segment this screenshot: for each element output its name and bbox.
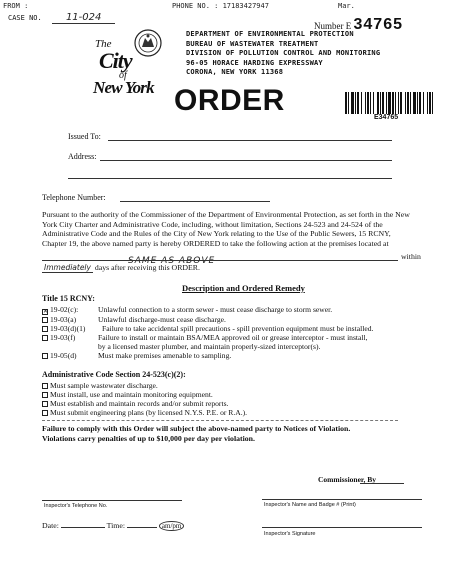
- telephone-label: Telephone Number:: [42, 193, 106, 202]
- barcode-bar: [370, 92, 371, 114]
- document-title: ORDER: [174, 84, 285, 117]
- date-field[interactable]: [61, 527, 105, 528]
- checkbox[interactable]: [42, 317, 48, 323]
- case-no-label: CASE NO.: [8, 14, 42, 22]
- address-field[interactable]: [100, 160, 392, 161]
- barcode-bar: [361, 92, 362, 114]
- issued-to-field[interactable]: [108, 140, 392, 141]
- barcode-bar: [405, 92, 406, 114]
- fax-from: FROM :: [3, 2, 29, 10]
- authority-line: Pursuant to the authority of the Commissioner of the Department of Environmental Protection, as set forth in the New: [42, 210, 410, 219]
- agency-block: [186, 30, 380, 78]
- authority-line: Administrative Code and the Rules of the City of New York relating to the Use of the Public Sewers, 15 RCNY,: [42, 229, 391, 239]
- title15-item[interactable]: [42, 324, 373, 333]
- title15-item[interactable]: [42, 305, 373, 315]
- admin-item-text: Must establish and maintain records and/or submit reports.: [50, 399, 229, 408]
- date-time-row: [42, 521, 184, 530]
- title15-item[interactable]: [42, 315, 373, 324]
- within-label: within: [401, 252, 421, 261]
- barcode-bar: [388, 92, 391, 114]
- date-label: Date:: [42, 521, 59, 530]
- section-title: Description and Ordered Remedy: [182, 283, 305, 293]
- commissioner-field[interactable]: [360, 483, 404, 484]
- inspector-signature-label: Inspector's Signature: [264, 531, 316, 537]
- warning-block: [42, 424, 350, 444]
- premises-field[interactable]: [42, 260, 398, 261]
- barcode-bar: [398, 92, 399, 114]
- agency-line: DEPARTMENT OF ENVIRONMENTAL PROTECTION: [186, 30, 354, 38]
- inspector-phone-label: Inspector's Telephone No.: [44, 503, 108, 509]
- barcode-label: E34765: [374, 114, 399, 121]
- barcode-bar: [380, 92, 381, 114]
- address-field-line2[interactable]: [68, 178, 392, 179]
- checkbox[interactable]: [42, 392, 48, 398]
- item-code: 19-02(c):: [50, 305, 79, 314]
- checkbox[interactable]: [42, 401, 48, 407]
- barcode-bar: [348, 92, 349, 114]
- premises-value: SAME AS ABOVE: [128, 256, 216, 266]
- barcode-bar: [367, 92, 369, 114]
- admin-item-text: Must sample wastewater discharge.: [50, 381, 158, 390]
- title15-item[interactable]: [42, 333, 373, 342]
- barcode-bar: [351, 92, 354, 114]
- admin-item[interactable]: [42, 408, 247, 417]
- issued-to-label: Issued To:: [68, 132, 101, 141]
- barcode-bar: [419, 92, 421, 114]
- address-label: Address:: [68, 152, 97, 161]
- item-code: 19-05(d): [50, 351, 77, 360]
- barcode-bar: [357, 92, 359, 114]
- checkbox[interactable]: [42, 353, 48, 359]
- telephone-field[interactable]: [120, 201, 270, 202]
- item-text: Must make premises amenable to sampling.: [98, 351, 232, 360]
- inspector-signature-field[interactable]: [262, 527, 422, 528]
- order-number-label: Number E: [314, 21, 352, 31]
- warning-line: Failure to comply with this Order will subject the above-named party to Notices of Violation.: [42, 424, 351, 433]
- item-code: 19-03(f): [50, 333, 76, 342]
- barcode-bar: [392, 92, 394, 114]
- case-no-value: 11-024: [52, 12, 115, 24]
- item-text: Unlawful discharge-must cease discharge.: [98, 315, 226, 324]
- checkbox[interactable]: [42, 335, 48, 341]
- barcode-bar: [377, 92, 379, 114]
- agency-line: BUREAU OF WASTEWATER TREATMENT: [186, 39, 319, 48]
- barcode-bar: [410, 92, 411, 114]
- logo-new-york: New York: [93, 78, 154, 97]
- fax-phone: PHONE NO. : 17183427947: [172, 2, 269, 10]
- warning-line: Violations carry penalties of up to $10,000 per day per violation.: [42, 434, 255, 443]
- order-number-value: 34765: [353, 16, 403, 33]
- agency-line: CORONA, NEW YORK 11368: [186, 68, 284, 76]
- barcode-bar: [386, 92, 387, 114]
- title15-list: [42, 305, 373, 360]
- item-text: Unlawful connection to a storm sewer - must cease discharge to storm sewer.: [98, 305, 333, 314]
- admin-code-heading: Administrative Code Section 24-523(c)(2):: [42, 370, 186, 379]
- barcode-bar: [345, 92, 347, 114]
- barcode-bar: [365, 92, 366, 114]
- barcode-bar: [407, 92, 409, 114]
- barcode-bar: [400, 92, 402, 114]
- item-text: Failure to take accidental spill precautions - spill prevention equipment must be installed.: [102, 324, 374, 333]
- barcode-bar: [429, 92, 431, 114]
- divider: [42, 420, 398, 421]
- commissioner-label: Commissioner, By: [318, 475, 377, 484]
- item-text: Failure to install or maintain BSA/MEA approved oil or grease interceptor - must install,: [98, 333, 368, 342]
- authority-line: Chapter 19, the above named party is hereby ORDERED to take the following action at the premises located at: [42, 238, 389, 248]
- item-code: 19-03(d)(1): [50, 324, 86, 333]
- title15-heading: Title 15 RCNY:: [42, 294, 95, 303]
- barcode-icon: [345, 92, 435, 114]
- case-no: [8, 12, 115, 23]
- logo-city: City: [99, 48, 132, 73]
- admin-item[interactable]: [42, 381, 247, 390]
- agency-line: DIVISION OF POLLUTION CONTROL AND MONITORING: [186, 49, 381, 57]
- barcode-bar: [417, 92, 418, 114]
- time-field[interactable]: [127, 527, 157, 528]
- barcode-bar: [423, 92, 424, 114]
- barcode-bar: [432, 92, 433, 114]
- barcode-bar: [413, 92, 416, 114]
- time-label: Time:: [106, 521, 126, 530]
- days-line: [42, 263, 200, 272]
- ampm-label[interactable]: am/pm: [159, 521, 184, 531]
- authority-paragraph: [42, 210, 444, 248]
- barcode-bar: [427, 92, 428, 114]
- checkbox[interactable]: [42, 410, 48, 416]
- inspector-phone-field[interactable]: [42, 500, 182, 501]
- admin-item[interactable]: [42, 390, 247, 399]
- admin-item-text: Must submit engineering plans (by licensed N.Y.S. P.E. or R.A.).: [50, 408, 248, 417]
- days-value: Immediately: [44, 263, 91, 272]
- nyc-logo: [93, 38, 163, 98]
- title15-continuation: by a licensed master plumber, and maintain properly-sized interceptor(s).: [98, 342, 321, 351]
- fax-date: Mar.: [338, 2, 355, 10]
- checkbox[interactable]: [42, 383, 48, 389]
- admin-code-list: [42, 381, 247, 417]
- title15-item[interactable]: [42, 351, 373, 360]
- checkbox[interactable]: [42, 326, 48, 332]
- logo-of: of: [119, 70, 127, 81]
- admin-item-text: Must install, use and maintain monitoring equipment.: [50, 390, 213, 399]
- logo-the: The: [95, 38, 112, 50]
- inspector-name-label: Inspector's Name and Badge # (Print): [264, 502, 356, 508]
- authority-line: York City Charter and Administrative Code, including, without limitation, Sections 24-523 and 24-524 of the: [42, 219, 383, 229]
- agency-line: 96-05 HORACE HARDING EXPRESSWAY: [186, 58, 323, 67]
- days-suffix: days after receiving this ORDER.: [94, 263, 200, 272]
- barcode-bar: [382, 92, 384, 114]
- barcode-bar: [355, 92, 356, 114]
- city-seal-icon: [133, 28, 163, 58]
- barcode-bar: [395, 92, 396, 114]
- item-code: 19-03(a): [50, 315, 77, 324]
- barcode-bar: [373, 92, 374, 114]
- admin-item[interactable]: [42, 399, 247, 408]
- inspector-name-field[interactable]: [262, 499, 422, 500]
